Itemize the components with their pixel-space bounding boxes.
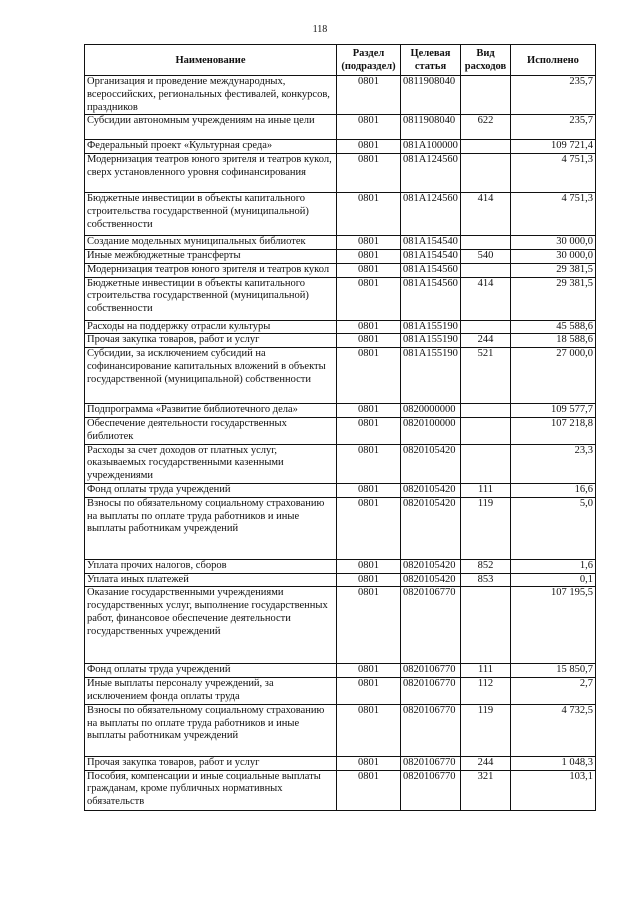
row-kind-cell (461, 320, 511, 334)
row-section-cell: 0801 (337, 678, 401, 705)
row-amount-cell: 15 850,7 (511, 664, 596, 678)
row-article-cell: 081A154540 (401, 249, 461, 263)
row-amount-cell: 107 195,5 (511, 587, 596, 664)
row-amount-cell: 27 000,0 (511, 348, 596, 404)
row-article-cell: 0820106770 (401, 756, 461, 770)
row-name-cell: Субсидии автономным учреждениям на иные цели (85, 115, 337, 140)
row-article-cell: 0820105420 (401, 483, 461, 497)
row-article-cell: 081A124560 (401, 154, 461, 193)
table-row (85, 559, 596, 573)
row-section-cell: 0801 (337, 756, 401, 770)
row-name-cell: Оказание государственными учреждениями государственных услуг, выполнение государственных работ, финансовое обеспечение деятельности государственных учреждений (85, 587, 337, 664)
row-amount-cell: 109 577,7 (511, 404, 596, 418)
row-article-cell: 081A154560 (401, 277, 461, 320)
row-article-cell: 0820105420 (401, 559, 461, 573)
row-kind-cell: 521 (461, 348, 511, 404)
row-kind-cell (461, 76, 511, 115)
row-amount-cell: 4 751,3 (511, 193, 596, 236)
row-kind-cell: 321 (461, 770, 511, 810)
table-row (85, 249, 596, 263)
row-kind-cell (461, 236, 511, 250)
row-kind-cell: 852 (461, 559, 511, 573)
row-name-cell: Прочая закупка товаров, работ и услуг (85, 756, 337, 770)
row-section-cell: 0801 (337, 573, 401, 587)
row-name-cell: Субсидии, за исключением субсидий на софинансирование капитальных вложений в объекты государственной (муниципальной) собственности (85, 348, 337, 404)
row-kind-cell (461, 417, 511, 444)
row-article-cell: 0820106770 (401, 664, 461, 678)
row-article-cell: 081A155190 (401, 334, 461, 348)
row-kind-cell: 112 (461, 678, 511, 705)
row-kind-cell: 111 (461, 664, 511, 678)
table-row (85, 76, 596, 115)
table-row (85, 756, 596, 770)
row-amount-cell: 2,7 (511, 678, 596, 705)
table-row (85, 573, 596, 587)
row-amount-cell: 103,1 (511, 770, 596, 810)
row-kind-cell: 853 (461, 573, 511, 587)
table-row (85, 115, 596, 140)
row-amount-cell: 109 721,4 (511, 140, 596, 154)
table-row (85, 770, 596, 810)
row-article-cell: 0820106770 (401, 678, 461, 705)
row-amount-cell: 107 218,8 (511, 417, 596, 444)
table-body (85, 76, 596, 811)
table-row (85, 704, 596, 756)
row-section-cell: 0801 (337, 559, 401, 573)
row-article-cell: 0820106770 (401, 587, 461, 664)
row-article-cell: 0820105420 (401, 497, 461, 559)
row-section-cell: 0801 (337, 404, 401, 418)
row-kind-cell (461, 263, 511, 277)
row-kind-cell: 119 (461, 704, 511, 756)
row-amount-cell: 23,3 (511, 444, 596, 483)
row-amount-cell: 45 588,6 (511, 320, 596, 334)
row-kind-cell (461, 444, 511, 483)
row-article-cell: 0820105420 (401, 573, 461, 587)
row-name-cell: Фонд оплаты труда учреждений (85, 664, 337, 678)
row-name-cell: Создание модельных муниципальных библиотек (85, 236, 337, 250)
row-kind-cell: 244 (461, 334, 511, 348)
table-row (85, 263, 596, 277)
table-row (85, 587, 596, 664)
row-amount-cell: 1,6 (511, 559, 596, 573)
row-name-cell: Пособия, компенсации и иные социальные выплаты гражданам, кроме публичных нормативных обязательств (85, 770, 337, 810)
header-section: Раздел (подраздел) (337, 45, 401, 76)
row-kind-cell (461, 154, 511, 193)
row-article-cell: 0811908040 (401, 115, 461, 140)
row-name-cell: Модернизация театров юного зрителя и театров кукол, сверх установленного уровня софинансирования (85, 154, 337, 193)
row-amount-cell: 4 732,5 (511, 704, 596, 756)
row-name-cell: Прочая закупка товаров, работ и услуг (85, 334, 337, 348)
row-section-cell: 0801 (337, 263, 401, 277)
row-name-cell: Иные межбюджетные трансферты (85, 249, 337, 263)
row-name-cell: Фонд оплаты труда учреждений (85, 483, 337, 497)
table-row (85, 277, 596, 320)
row-article-cell: 0820105420 (401, 444, 461, 483)
row-article-cell: 0820106770 (401, 704, 461, 756)
table-row (85, 497, 596, 559)
row-section-cell: 0801 (337, 140, 401, 154)
row-name-cell: Взносы по обязательному социальному страхованию на выплаты по оплате труда работников и иные выплаты работникам учреждений (85, 497, 337, 559)
row-section-cell: 0801 (337, 587, 401, 664)
row-name-cell: Обеспечение деятельности государственных библиотек (85, 417, 337, 444)
row-section-cell: 0801 (337, 76, 401, 115)
row-article-cell: 0820106770 (401, 770, 461, 810)
table-row (85, 483, 596, 497)
row-kind-cell: 414 (461, 277, 511, 320)
row-amount-cell: 235,7 (511, 115, 596, 140)
row-amount-cell: 4 751,3 (511, 154, 596, 193)
row-name-cell: Уплата прочих налогов, сборов (85, 559, 337, 573)
header-name: Наименование (85, 45, 337, 76)
row-section-cell: 0801 (337, 417, 401, 444)
row-amount-cell: 30 000,0 (511, 249, 596, 263)
row-article-cell: 0820000000 (401, 404, 461, 418)
row-amount-cell: 235,7 (511, 76, 596, 115)
row-article-cell: 081A100000 (401, 140, 461, 154)
header-article: Целевая статья (401, 45, 461, 76)
row-kind-cell: 119 (461, 497, 511, 559)
row-article-cell: 0811908040 (401, 76, 461, 115)
row-amount-cell: 5,0 (511, 497, 596, 559)
row-amount-cell: 29 381,5 (511, 263, 596, 277)
budget-execution-table (84, 44, 596, 811)
row-kind-cell: 414 (461, 193, 511, 236)
row-name-cell: Уплата иных платежей (85, 573, 337, 587)
row-name-cell: Бюджетные инвестиции в объекты капитального строительства государственной (муниципальной) собственности (85, 277, 337, 320)
row-section-cell: 0801 (337, 770, 401, 810)
row-section-cell: 0801 (337, 154, 401, 193)
row-kind-cell: 111 (461, 483, 511, 497)
table-row (85, 678, 596, 705)
row-name-cell: Расходы на поддержку отрасли культуры (85, 320, 337, 334)
row-name-cell: Расходы за счет доходов от платных услуг, оказываемых государственными казенными учреждениями (85, 444, 337, 483)
header-kind: Вид расходов (461, 45, 511, 76)
row-article-cell: 0820100000 (401, 417, 461, 444)
table-row (85, 348, 596, 404)
table-row (85, 664, 596, 678)
row-name-cell: Подпрограмма «Развитие библиотечного дела» (85, 404, 337, 418)
row-amount-cell: 1 048,3 (511, 756, 596, 770)
row-section-cell: 0801 (337, 664, 401, 678)
row-kind-cell: 622 (461, 115, 511, 140)
row-name-cell: Федеральный проект «Культурная среда» (85, 140, 337, 154)
row-name-cell: Организация и проведение международных, всероссийских, региональных фестивалей, конкурсов, праздников (85, 76, 337, 115)
row-amount-cell: 18 588,6 (511, 334, 596, 348)
table-row (85, 236, 596, 250)
row-section-cell: 0801 (337, 348, 401, 404)
row-kind-cell (461, 404, 511, 418)
table-row (85, 334, 596, 348)
row-section-cell: 0801 (337, 115, 401, 140)
row-amount-cell: 16,6 (511, 483, 596, 497)
row-section-cell: 0801 (337, 193, 401, 236)
table-row (85, 154, 596, 193)
row-kind-cell (461, 140, 511, 154)
row-section-cell: 0801 (337, 483, 401, 497)
table-row (85, 404, 596, 418)
header-amount: Исполнено (511, 45, 596, 76)
table-row (85, 320, 596, 334)
row-section-cell: 0801 (337, 334, 401, 348)
row-article-cell: 081A155190 (401, 320, 461, 334)
row-amount-cell: 30 000,0 (511, 236, 596, 250)
table-row (85, 417, 596, 444)
row-section-cell: 0801 (337, 704, 401, 756)
table-header-row (85, 45, 596, 76)
page-number: 118 (312, 24, 328, 35)
row-section-cell: 0801 (337, 236, 401, 250)
row-name-cell: Взносы по обязательному социальному страхованию на выплаты по оплате труда работников и иные выплаты работникам учреждений (85, 704, 337, 756)
row-kind-cell: 244 (461, 756, 511, 770)
table-row (85, 193, 596, 236)
row-article-cell: 081A154560 (401, 263, 461, 277)
row-name-cell: Модернизация театров юного зрителя и театров кукол (85, 263, 337, 277)
row-amount-cell: 29 381,5 (511, 277, 596, 320)
row-amount-cell: 0,1 (511, 573, 596, 587)
row-article-cell: 081A154540 (401, 236, 461, 250)
row-section-cell: 0801 (337, 444, 401, 483)
row-name-cell: Бюджетные инвестиции в объекты капитального строительства государственной (муниципальной) собственности (85, 193, 337, 236)
row-section-cell: 0801 (337, 277, 401, 320)
table-row (85, 140, 596, 154)
row-article-cell: 081A124560 (401, 193, 461, 236)
row-name-cell: Иные выплаты персоналу учреждений, за исключением фонда оплаты труда (85, 678, 337, 705)
row-kind-cell: 540 (461, 249, 511, 263)
table-row (85, 444, 596, 483)
row-section-cell: 0801 (337, 320, 401, 334)
row-section-cell: 0801 (337, 497, 401, 559)
row-article-cell: 081A155190 (401, 348, 461, 404)
row-section-cell: 0801 (337, 249, 401, 263)
row-kind-cell (461, 587, 511, 664)
